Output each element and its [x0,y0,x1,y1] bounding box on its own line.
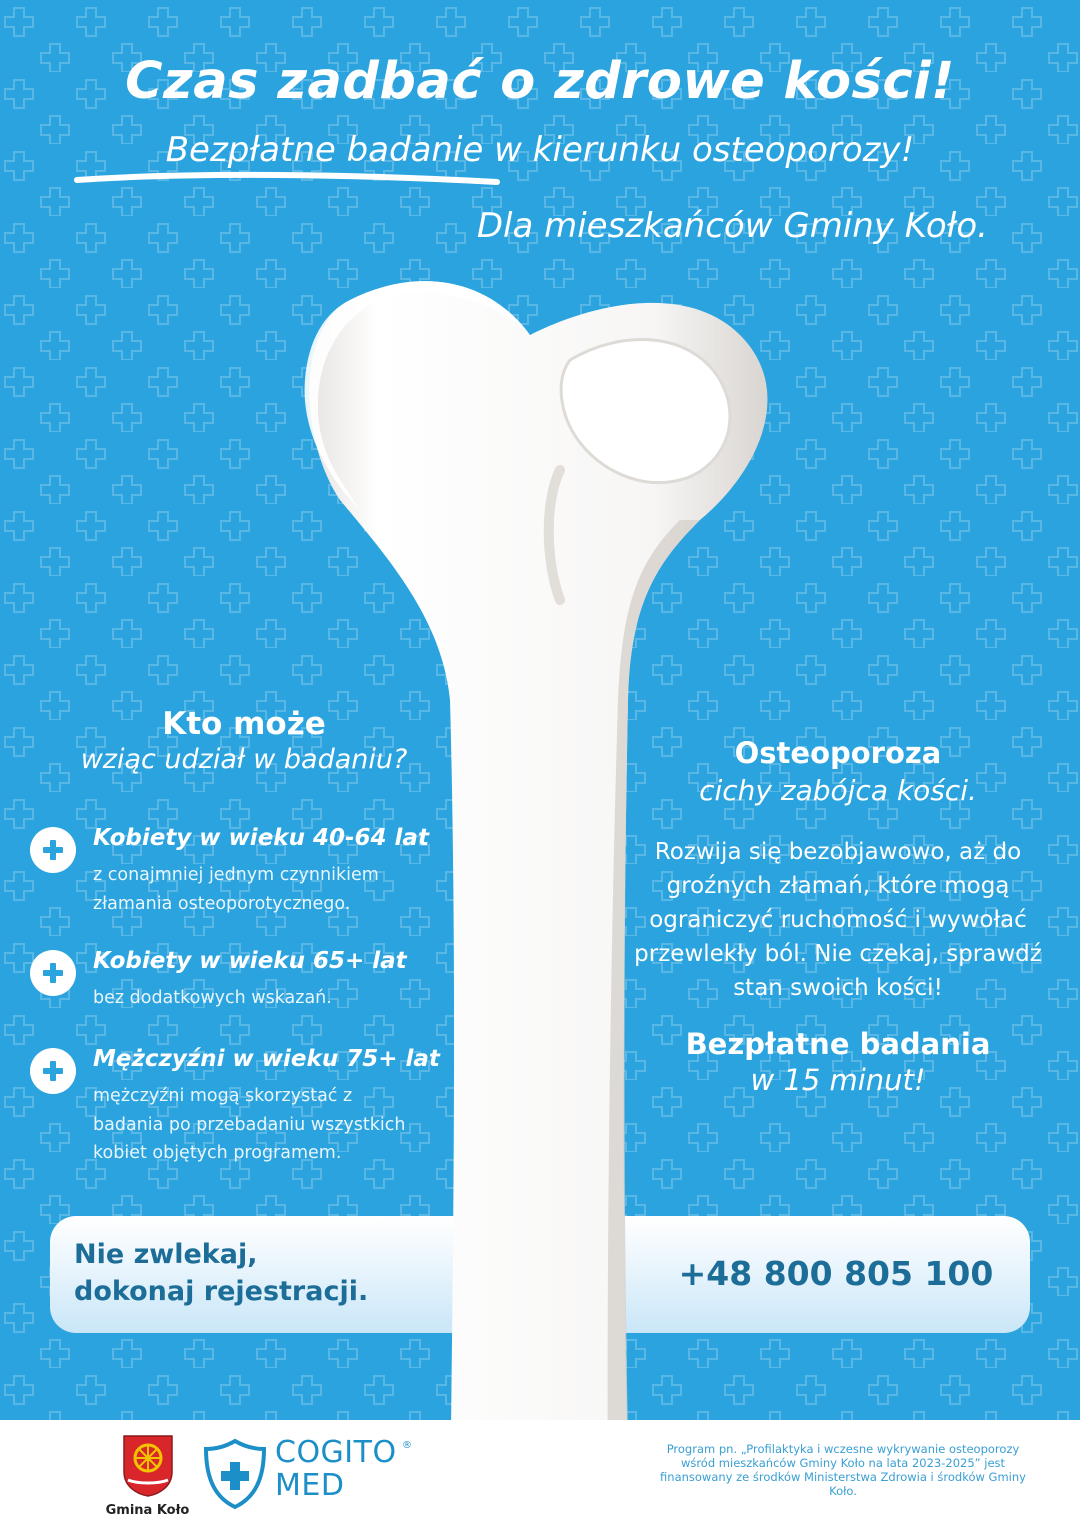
phone-number[interactable]: +48 800 805 100 [678,1254,994,1293]
cta-line-1: Nie zwlekaj, [74,1239,258,1270]
audience-line: Dla mieszkańców Gminy Koło. [476,206,988,246]
info-heading: Osteoporoza [734,736,942,770]
plus-circle-icon [30,950,76,996]
eligibility-heading: Kto może [162,706,326,742]
program-funding-note: Program pn. „Profilaktyka i wczesne wykrywanie osteoporozy wśród mieszkańców Gminy Koło na lata 2023-2025” jest finansowany ze środków Ministerstwa Zdrowia i środków Gminy Koło. [660,1442,1026,1498]
headline: Czas zadbać o zdrowe kości! [125,52,955,111]
cogito-med-logotype [275,1436,397,1502]
plus-circle-icon [30,827,76,873]
criterion-description: bez dodatkowych wskazań. [93,988,332,1008]
eligibility-subheading: wziąc udział w badaniu? [80,744,408,775]
cogito-line-1: COGITO [275,1435,397,1470]
cogito-line-2: MED [275,1468,345,1503]
cogito-shield-icon [202,1438,268,1510]
promo-line-2: w 15 minut! [750,1063,926,1097]
plus-circle-icon [30,1048,76,1094]
gmina-label: Gmina Koło [105,1503,190,1518]
subtitle: Bezpłatne badanie w kierunku osteoporozy! [165,130,915,170]
criterion-description: mężczyźni mogą skorzystać z badania po przebadaniu wszystkich kobiet objętych programem. [93,1086,406,1163]
gmina-crest-logo [122,1434,174,1498]
info-body: Rozwija się bezobjawowo, aż do groźnych złamań, które mogą ograniczyć ruchomość i wywołać przewlekły ból. Nie czekaj, sprawdź stan swoich kości! [634,839,1042,1001]
promo-line-1: Bezpłatne badania [685,1027,991,1061]
osteoporosis-info [634,736,1042,1097]
registered-mark: ® [402,1440,412,1451]
info-subheading: cichy zabójca kości. [699,774,977,807]
eligibility-heading-block [40,706,448,775]
criterion-title: Mężczyźni w wieku 75+ lat [93,1046,440,1072]
criterion-title: Kobiety w wieku 65+ lat [93,948,407,974]
cta-line-2: dokonaj rejestracji. [74,1276,369,1307]
criterion-title: Kobiety w wieku 40-64 lat [93,825,429,851]
registration-cta [74,1236,368,1310]
criterion-description: z conajmniej jednym czynnikiem złamania osteoporotycznego. [93,865,379,914]
